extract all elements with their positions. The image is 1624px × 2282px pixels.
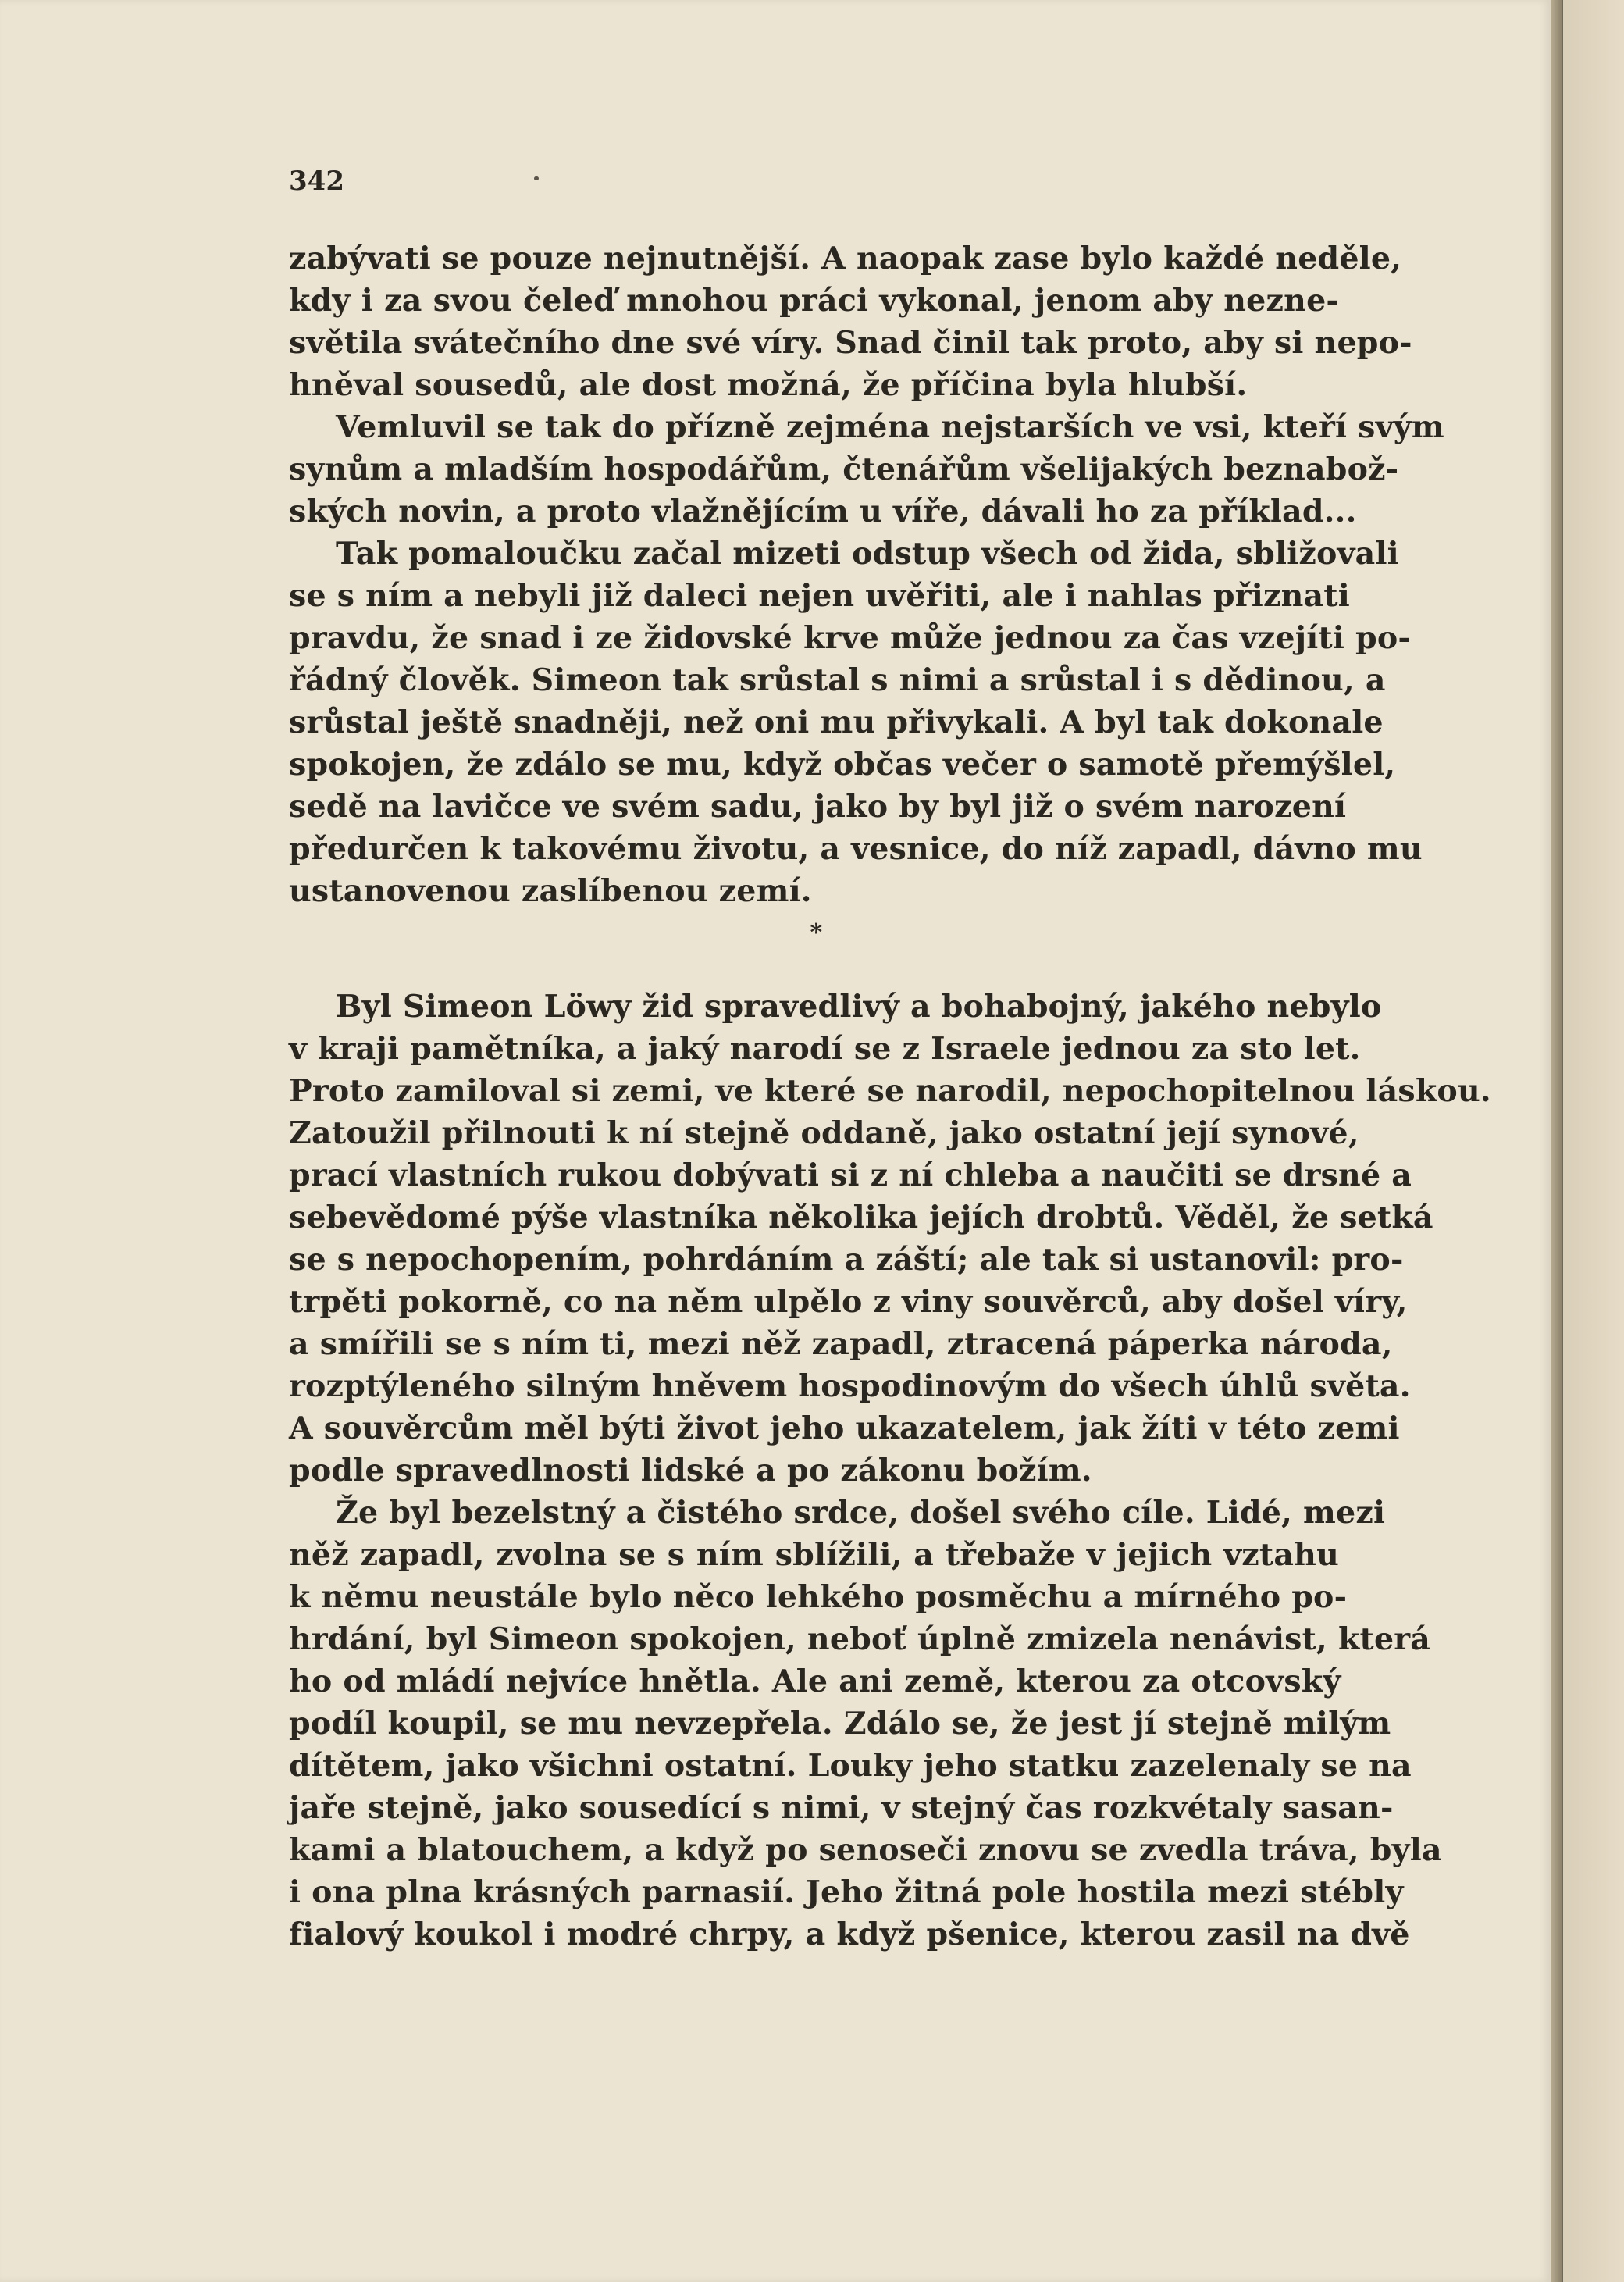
text-line: kdy i za svou čeleď mnohou práci vykonal, jenom aby nezne- [289, 283, 1339, 319]
paragraph [289, 406, 1444, 533]
text-line: dítětem, jako všichni ostatní. Louky jeho statku zazelenaly se na [289, 1748, 1412, 1784]
text-line: předurčen k takovému životu, a vesnice, do níž zapadl, dávno mu [289, 831, 1423, 867]
text-line: ských novin, a proto vlažnějícím u víře, dávali ho za příklad... [289, 494, 1357, 529]
text-line: něž zapadl, zvolna se s ním sblížili, a třebaže v jejich vztahu [289, 1537, 1339, 1573]
text-line: sedě na lavičce ve svém sadu, jako by byl již o svém narození [289, 789, 1347, 825]
text-line: Že byl bezelstný a čistého srdce, došel svého cíle. Lidé, mezi [336, 1495, 1386, 1531]
text-line: hrdání, byl Simeon spokojen, neboť úplně zmizela nenávist, která [289, 1621, 1431, 1657]
page-number: 342 [289, 166, 344, 197]
text-line: podle spravedlnosti lidské a po zákonu božím. [289, 1453, 1092, 1489]
text-line: synům a mladším hospodářům, čtenářům všelijakých beznabož- [289, 451, 1399, 487]
adjacent-page-edge [1562, 0, 1624, 2282]
text-line: a smířili se s ním ti, mezi něž zapadl, ztracená páperka národa, [289, 1326, 1393, 1362]
paragraph-continuation [289, 237, 1412, 406]
section-gap [289, 954, 1339, 986]
text-line: fialový koukol i modré chrpy, a když pšenice, kterou zasil na dvě [289, 1917, 1410, 1952]
text-line: v kraji pamětníka, a jaký narodí se z Israele jednou za sto let. [289, 1031, 1361, 1067]
text-line: trpěti pokorně, co na něm ulpělo z viny souvěrců, aby došel víry, [289, 1284, 1408, 1320]
text-line: Proto zamiloval si zemi, ve které se narodil, nepochopitelnou láskou. [289, 1073, 1491, 1109]
text-line: podíl koupil, se mu nevzepřela. Zdálo se, že jest jí stejně milým [289, 1706, 1391, 1742]
text-line: spokojen, že zdálo se mu, když občas večer o samotě přemýšlel, [289, 747, 1396, 783]
text-line: pravdu, že snad i ze židovské krve může jednou za čas vzejíti po- [289, 620, 1411, 656]
text-line: ustanovenou zaslíbenou zemí. [289, 873, 812, 909]
paragraph [289, 533, 1423, 912]
text-line: prací vlastních rukou dobývati si z ní chleba a naučiti se drsné a [289, 1157, 1412, 1193]
text-line: světila svátečního dne své víry. Snad činil tak proto, aby si nepo- [289, 325, 1412, 361]
text-line: kami a blatouchem, a když po senoseči znovu se zvedla tráva, byla [289, 1832, 1442, 1868]
paragraph [289, 1492, 1442, 1956]
text-line: se s ním a nebyli již daleci nejen uvěřiti, ale i nahlas přiznati [289, 578, 1350, 614]
text-line: A souvěrcům měl býti život jeho ukazatelem, jak žíti v této zemi [289, 1410, 1400, 1446]
book-spine [1551, 0, 1562, 2282]
text-line: rozptýleného silným hněvem hospodinovým do všech úhlů světa. [289, 1368, 1411, 1404]
text-line: k němu neustále bylo něco lehkého posměchu a mírného po- [289, 1579, 1348, 1615]
text-line: se s nepochopením, pohrdáním a záští; ale tak si ustanovil: pro- [289, 1242, 1404, 1278]
text-line: Vemluvil se tak do přízně zejména nejstarších ve vsi, kteří svým [336, 409, 1444, 445]
text-line: Zatoužil přilnouti k ní stejně oddaně, jako ostatní její synové, [289, 1115, 1359, 1151]
text-line: sebevědomé pýše vlastníka několika jejích drobtů. Věděl, že setká [289, 1200, 1433, 1235]
text-line: srůstal ještě snadněji, než oni mu přivykali. A byl tak dokonale [289, 704, 1384, 740]
text-line: Byl Simeon Löwy žid spravedlivý a bohabojný, jakého nebylo [336, 989, 1382, 1025]
text-line: zabývati se pouze nejnutnější. A naopak zase bylo každé neděle, [289, 241, 1402, 276]
text-line: Tak pomaloučku začal mizeti odstup všech od žida, sbližovali [336, 536, 1399, 572]
section-break: * [810, 919, 823, 947]
body-text [289, 237, 1491, 1956]
text-line: jaře stejně, jako sousedící s nimi, v stejný čas rozkvétaly sasan- [289, 1790, 1394, 1826]
print-speck [534, 176, 539, 180]
text-line: ho od mládí nejvíce hnětla. Ale ani země, kterou za otcovský [289, 1663, 1341, 1699]
text-line: hněval sousedů, ale dost možná, že příčina byla hlubší. [289, 367, 1248, 403]
text-line: řádný člověk. Simeon tak srůstal s nimi a srůstal i s dědinou, a [289, 662, 1386, 698]
text-line: i ona plna krásných parnasií. Jeho žitná pole hostila mezi stébly [289, 1874, 1404, 1910]
paragraph [289, 986, 1491, 1492]
